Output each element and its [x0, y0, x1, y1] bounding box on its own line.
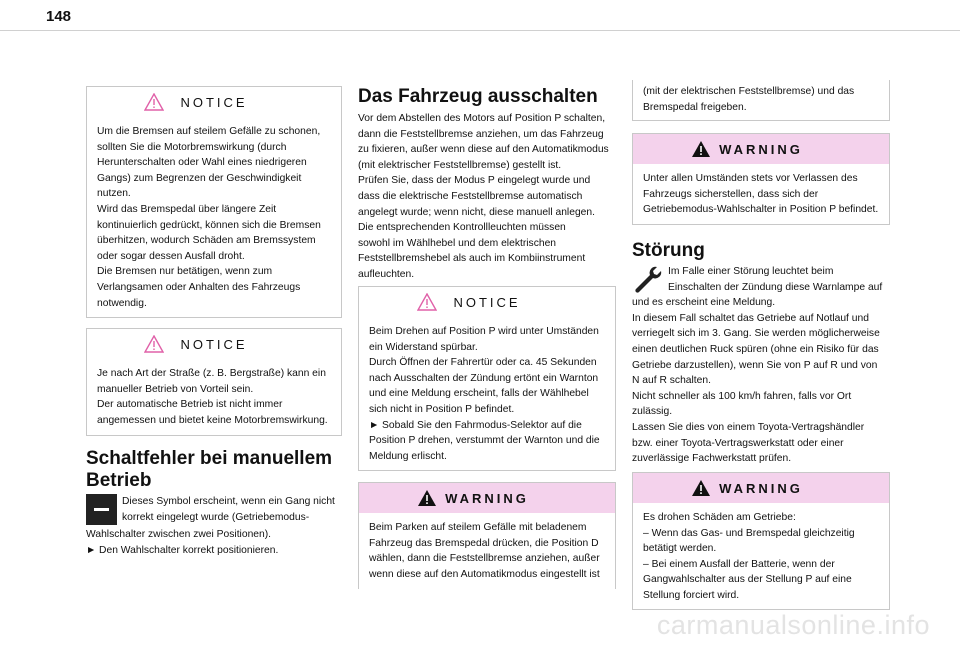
notice-body [87, 359, 341, 436]
text-line: Der automatische Betrieb ist nicht immer [97, 399, 283, 411]
watermark: carmanualsonline.info [656, 610, 930, 640]
text-line: Die entsprechenden Kontrollleuchten müssen [358, 222, 566, 234]
text-line: angemessen und bietet keine Motorbremswirkung. [97, 414, 328, 426]
text-line: betätigt werden. [643, 543, 717, 555]
notice-title: NOTICE [180, 94, 248, 110]
text-line: sollten Sie die Motorbremswirkung (durch [97, 141, 287, 153]
header-divider [0, 30, 960, 31]
notice-header [87, 87, 341, 117]
warning-title: WARNING [445, 490, 529, 506]
text-line: manueller Betrieb von Vorteil sein. [97, 383, 254, 395]
text-line: – Wenn das Gas- und Bremspedal gleichzeitig [643, 527, 855, 539]
text-line: ► Sobald Sie den Fahrmodus-Selektor auf die [369, 419, 582, 431]
warning-title: WARNING [719, 480, 803, 496]
warning-body [633, 80, 889, 123]
text-line: nutzen. [97, 188, 131, 200]
text-line: dann die Feststellbremse anziehen, um das Fahrzeug [358, 128, 604, 140]
text-line: Meldung erlischt. [369, 450, 447, 462]
notice-box [86, 328, 342, 436]
section-heading [86, 448, 346, 492]
section-heading: Störung [632, 240, 705, 261]
section-text [632, 264, 890, 467]
text-line: Beim Drehen auf Position P wird unter Umständen [369, 326, 599, 337]
text-line: Fahrzeug das Bremspedal drücken, die Position D [369, 537, 599, 549]
notice-body [359, 317, 615, 472]
heading-line: Betrieb [86, 470, 152, 491]
text-line: wenn diese auf den Automatikmodus eingestellt ist [369, 568, 600, 580]
wrench-icon [632, 264, 662, 294]
text-line: Stellung forciert wird. [643, 589, 740, 601]
text-line: korrekt eingelegt wurde (Getriebemodus- [122, 511, 310, 523]
text-line: nach Ausschalten der Zündung ertönt ein Warnton [369, 372, 599, 384]
text-line: Fahrzeugs sicherstellen, dass sich der [643, 188, 819, 200]
text-line: Wird das Bremspedal über längere Zeit [97, 203, 277, 215]
warning-triangle-icon [691, 479, 711, 497]
text-line: oder sogar dessen Ausfall droht. [97, 250, 245, 262]
text-line: zulässig. [632, 406, 673, 418]
text-line: N auf R schalten. [632, 375, 711, 387]
warning-triangle-icon [417, 489, 437, 507]
notice-header [87, 329, 341, 359]
text-line: Prüfen Sie, dass der Modus P eingelegt wurde und [358, 175, 591, 187]
text-line: Position P drehen, verstummt der Warnton und die [369, 435, 600, 447]
text-line: aufleuchten. [358, 268, 415, 280]
text-line: Getriebemodus-Wahlschalter in Position P befindet. [643, 204, 879, 216]
text-line: Durch Öffnen der Fahrertür oder ca. 45 Sekunden [369, 357, 597, 369]
column-2 [358, 86, 616, 580]
text-line: sowohl im Wählhebel und dem elektrischen [358, 237, 557, 249]
text-line: Je nach Art der Straße (z. B. Bergstraße) kann ein [97, 368, 326, 379]
warning-header [633, 134, 889, 164]
text-line: Feststellbremshebel als auch im Kombiinstrument [358, 253, 586, 265]
text-line: angelegt wurde; wenn nicht, diese manuell anlegen. [358, 206, 595, 218]
warning-box [358, 482, 616, 589]
warning-box [632, 133, 890, 225]
text-line: Unter allen Umständen stets vor Verlassen des [643, 173, 858, 184]
section-heading: Das Fahrzeug ausschalten [358, 86, 598, 107]
warning-header [359, 483, 615, 513]
warning-triangle-icon [417, 293, 437, 311]
notice-box [358, 286, 616, 471]
text-line: Verlangsamen oder Anhalten des Fahrzeugs [97, 281, 301, 293]
warning-triangle-icon [144, 93, 164, 111]
section-text [86, 494, 348, 558]
text-line: überhitzen, wodurch Schäden am Bremssystem [97, 235, 316, 247]
text-line: Herunterschalten oder Wahl eines niedrigeren [97, 157, 307, 169]
text-line: Wahlschalter zwischen zwei Positionen). [86, 529, 272, 540]
continued-warning-box [632, 80, 890, 121]
text-line: zu fixieren, außer wenn diese auf den Automatikmodus [358, 144, 609, 156]
warning-body [633, 503, 889, 612]
text-line: kontinuierlich gedrückt, können sich die Bremsen [97, 219, 321, 231]
text-line: Im Falle einer Störung leuchtet beim [668, 266, 834, 277]
text-line: (mit der elektrischen Feststellbremse) und das [643, 86, 855, 97]
text-line: (mit elektrischer Feststellbremse) gestellt ist. [358, 159, 562, 171]
text-line: – Bei einem Ausfall der Batterie, wenn der [643, 558, 835, 570]
text-line: sich nicht in Position P befindet. [369, 403, 515, 415]
text-line: Lassen Sie dies von einem Toyota-Vertragshändler [632, 421, 865, 433]
column-1 [86, 86, 342, 556]
text-line: ► Den Wahlschalter korrekt positionieren. [86, 544, 279, 556]
text-line: Nicht schneller als 100 km/h fahren, falls vor Ort [632, 390, 852, 402]
warning-title: WARNING [719, 141, 803, 157]
notice-title: NOTICE [453, 294, 521, 310]
text-line: und eine Meldung erscheint, falls der Wählhebel [369, 388, 589, 400]
section-text [358, 111, 616, 283]
text-line: zuverlässige Fachwerkstatt prüfen. [632, 453, 792, 465]
text-line: bzw. einer Toyota-Vertragswerkstatt oder einer [632, 437, 844, 449]
notice-title: NOTICE [180, 336, 248, 352]
text-line: ein Widerstand spürbar. [369, 341, 478, 353]
warning-triangle-icon [691, 140, 711, 158]
heading-line: Schaltfehler bei manuellem [86, 448, 333, 469]
text-line: Getriebe darzustellen), wenn Sie von P auf R und von [632, 359, 878, 371]
text-line: und es erscheint eine Meldung. [632, 297, 776, 309]
text-line: Um die Bremsen auf steilem Gefälle zu schonen, [97, 126, 321, 137]
text-line: Bremspedal freigeben. [643, 101, 747, 113]
text-line: Beim Parken auf steilem Gefälle mit beladenem [369, 522, 587, 533]
warning-body [359, 513, 615, 590]
notice-body [87, 117, 341, 319]
text-line: Gangs) zum Begrenzen der Geschwindigkeit [97, 172, 302, 184]
text-line: Es drohen Schäden am Getriebe: [643, 512, 796, 523]
text-line: notwendig. [97, 297, 147, 309]
warning-box [632, 472, 890, 610]
text-line: Die Bremsen nur betätigen, wenn zum [97, 266, 273, 278]
notice-header [359, 287, 615, 317]
page-number: 148 [46, 8, 72, 25]
notice-box [86, 86, 342, 318]
gear-error-symbol-icon [86, 494, 117, 525]
warning-header [633, 473, 889, 503]
text-line: wählen, dann die Feststellbremse anziehen, außer [369, 553, 600, 565]
text-line: Vor dem Abstellen des Motors auf Position P schalten, [358, 113, 606, 124]
text-line: Einschalten der Zündung diese Warnlampe auf [668, 281, 883, 293]
text-line: dass die elektrische Feststellbremse automatisch [358, 190, 583, 202]
text-line: In diesem Fall schaltet das Getriebe auf Notlauf und [632, 312, 869, 324]
warning-body [633, 164, 889, 226]
text-line: verriegelt sich im 3. Gang. Sie werden möglicherweise [632, 328, 880, 340]
warning-triangle-icon [144, 335, 164, 353]
text-line: einen deutlichen Ruck spüren (ohne ein Risiko für das [632, 343, 879, 355]
text-line: Dieses Symbol erscheint, wenn ein Gang nicht [122, 496, 335, 507]
text-line: Gangwahlschalter aus der Stellung P auf eine [643, 574, 852, 586]
column-3 [632, 80, 890, 601]
